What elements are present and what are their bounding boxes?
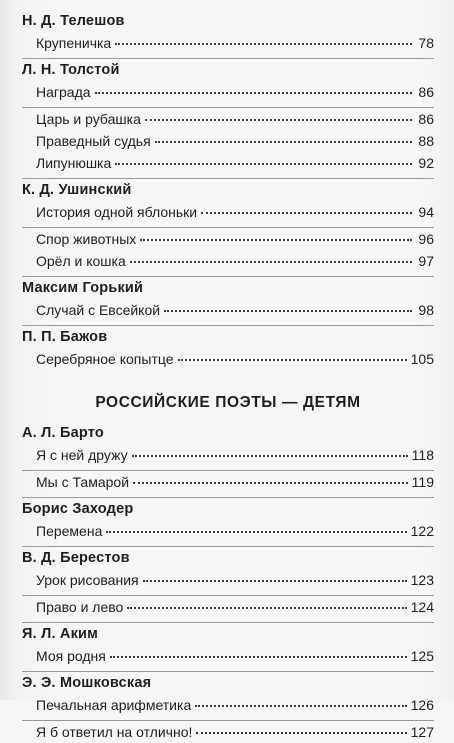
- author-name: Н. Д. Телешов: [22, 13, 125, 29]
- toc-entry: [22, 569, 434, 591]
- story-title: Царь и рубашка: [36, 111, 141, 127]
- toc-entry: [22, 250, 434, 272]
- poem-title: Печальная арифметика: [36, 697, 192, 713]
- story-title: Серебряное копытце: [36, 351, 174, 367]
- page-number: 126: [410, 697, 434, 713]
- toc-entry: [22, 444, 434, 466]
- poem-title: Моя родня: [36, 648, 106, 664]
- author-name: Максим Горький: [22, 280, 144, 296]
- dot-leader: [130, 261, 412, 263]
- dot-leader: [106, 531, 406, 533]
- page-number: 125: [410, 648, 434, 664]
- page-number: 127: [410, 724, 434, 740]
- dot-leader: [164, 310, 412, 312]
- dot-leader: [115, 43, 412, 45]
- author-name: А. Л. Барто: [22, 425, 104, 441]
- toc-entry: [22, 32, 434, 54]
- dot-leader: [132, 455, 408, 457]
- story-title: Орёл и кошка: [36, 253, 126, 269]
- dot-leader: [143, 580, 407, 582]
- toc-entry: [22, 694, 434, 716]
- toc-entry: [22, 299, 434, 321]
- page-number: 86: [418, 111, 434, 127]
- page-number: 124: [410, 599, 434, 615]
- poem-title: Урок рисования: [36, 572, 139, 588]
- toc-entry: [22, 201, 434, 223]
- dot-leader: [140, 239, 412, 241]
- toc-entry: [22, 152, 434, 174]
- page-number: 118: [411, 447, 434, 463]
- dot-leader: [115, 163, 412, 165]
- page-number: 97: [418, 253, 434, 269]
- author-name: Борис Заходер: [22, 501, 134, 517]
- poem-title: Перемена: [36, 523, 103, 539]
- story-title: Случай с Евсейкой: [36, 302, 161, 318]
- story-title: Праведный судья: [36, 133, 151, 149]
- toc-entry: [22, 596, 434, 618]
- author-name: Л. Н. Толстой: [22, 62, 120, 78]
- section-heading: РОССИЙСКИЕ ПОЭТЫ — ДЕТЯМ: [95, 394, 361, 411]
- page-number: 88: [418, 133, 434, 149]
- dot-leader: [201, 212, 412, 214]
- page-number: 96: [418, 231, 434, 247]
- page-number: 86: [418, 84, 434, 100]
- page-number: 78: [418, 35, 434, 51]
- toc-entry: [22, 130, 434, 152]
- toc-entry: [22, 645, 434, 667]
- page-number: 94: [418, 204, 434, 220]
- story-title: Награда: [36, 84, 91, 100]
- dot-leader: [133, 482, 408, 484]
- toc-entry: [22, 228, 434, 250]
- story-title: Липунюшка: [36, 155, 112, 171]
- page-number: 119: [411, 474, 434, 490]
- author-name: П. П. Бажов: [22, 329, 108, 345]
- author-name: В. Д. Берестов: [22, 550, 130, 566]
- page-number: 123: [410, 572, 434, 588]
- poem-title: Я б ответил на отлично!: [36, 724, 193, 740]
- dot-leader: [127, 607, 406, 609]
- toc-entry: [22, 520, 434, 542]
- dot-leader: [155, 141, 412, 143]
- author-name: Я. Л. Аким: [22, 626, 99, 642]
- page-number: 98: [418, 302, 434, 318]
- poem-title: Я с ней дружу: [36, 447, 128, 463]
- poem-title: Право и лево: [36, 599, 124, 615]
- dot-leader: [95, 92, 412, 94]
- dot-leader: [145, 119, 412, 121]
- story-title: История одной яблоньки: [36, 204, 198, 220]
- toc-entry: [22, 471, 434, 493]
- story-title: Спор животных: [36, 231, 137, 247]
- page-number: 105: [410, 351, 434, 367]
- toc-entry: [22, 108, 434, 130]
- author-name: К. Д. Ушинский: [22, 182, 132, 198]
- toc-entry: [22, 81, 434, 103]
- toc-entry: [22, 721, 434, 743]
- toc-entry: [22, 348, 434, 370]
- table-of-contents: [22, 10, 434, 743]
- page-number: 122: [410, 523, 434, 539]
- page-number: 92: [418, 155, 434, 171]
- author-name: Э. Э. Мошковская: [22, 675, 152, 691]
- dot-leader: [110, 656, 407, 658]
- dot-leader: [196, 732, 406, 734]
- poem-title: Мы с Тамарой: [36, 474, 130, 490]
- dot-leader: [195, 705, 406, 707]
- dot-leader: [178, 359, 407, 361]
- story-title: Крупеничка: [36, 35, 112, 51]
